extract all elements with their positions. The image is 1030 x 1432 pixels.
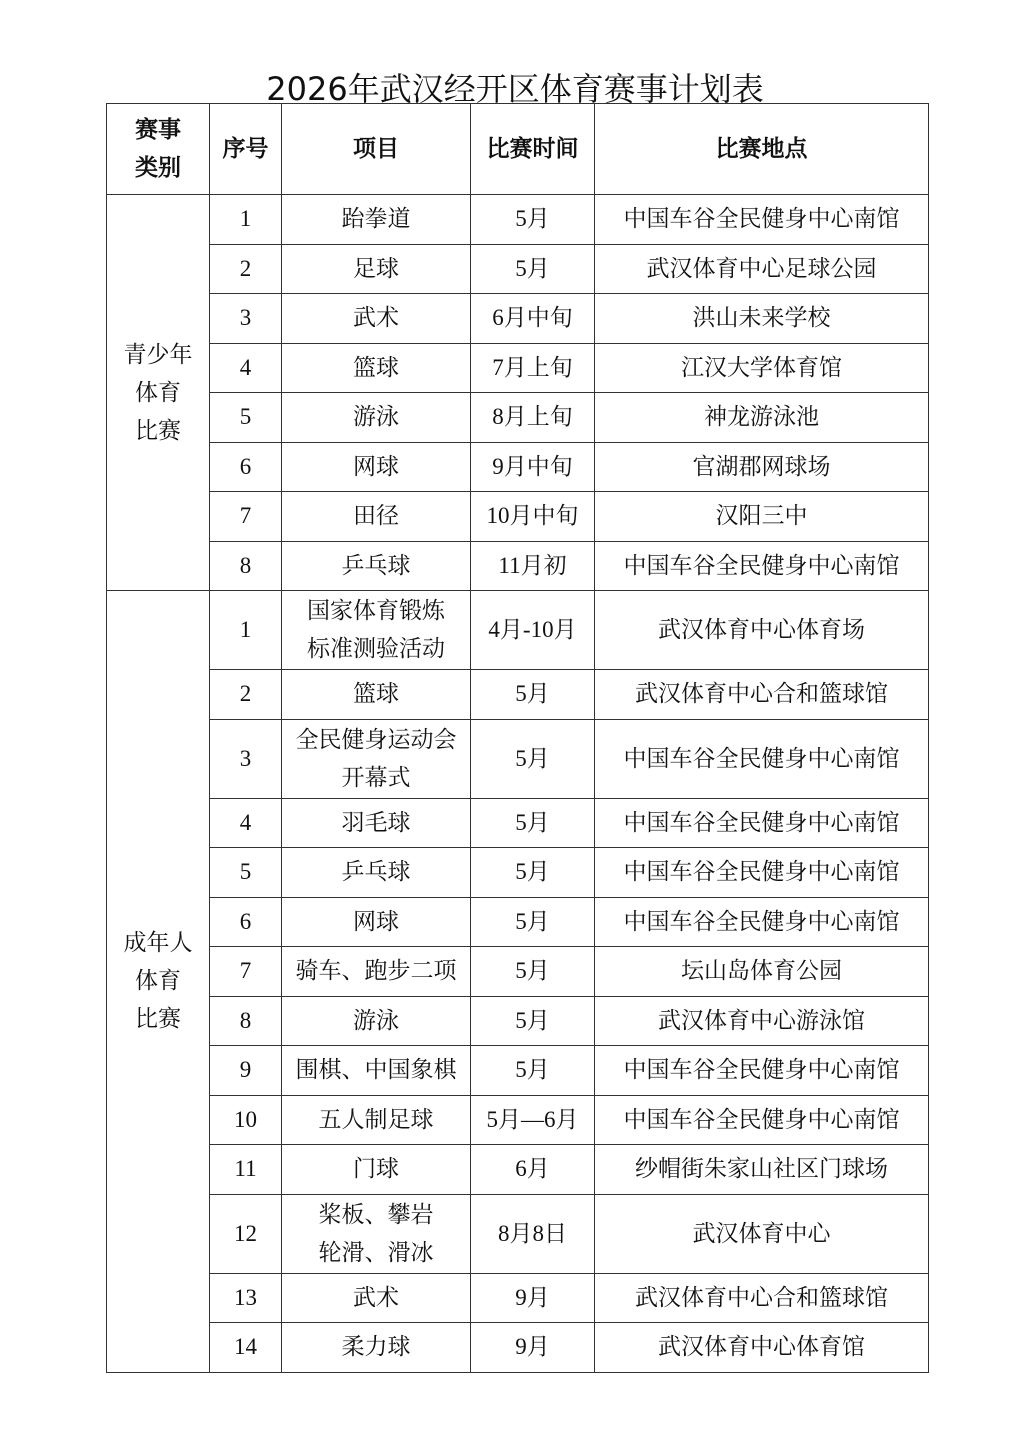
row-index: 4 xyxy=(210,343,282,393)
row-index: 5 xyxy=(210,848,282,898)
event-name-line: 标准测验活动 xyxy=(307,636,445,662)
row-index: 11 xyxy=(210,1145,282,1195)
event-venue: 武汉体育中心足球公园 xyxy=(595,244,929,294)
row-index: 8 xyxy=(210,541,282,591)
event-time: 6月 xyxy=(471,1145,595,1195)
header-category xyxy=(107,104,210,195)
row-index: 5 xyxy=(210,393,282,443)
event-time: 5月 xyxy=(471,1046,595,1096)
table-row xyxy=(107,1095,929,1145)
event-venue: 武汉体育中心体育馆 xyxy=(595,1323,929,1373)
row-index: 13 xyxy=(210,1273,282,1323)
event-time: 5月 xyxy=(471,848,595,898)
event-schedule-table xyxy=(106,103,929,1373)
event-time: 9月中旬 xyxy=(471,442,595,492)
event-name: 田径 xyxy=(282,492,471,542)
event-time: 4月-10月 xyxy=(471,591,595,670)
category-label-line: 比赛 xyxy=(135,1006,181,1033)
table-row xyxy=(107,492,929,542)
event-time: 5月 xyxy=(471,670,595,720)
header-index: 序号 xyxy=(210,104,282,195)
event-name-line: 开幕式 xyxy=(341,764,411,791)
table-row xyxy=(107,244,929,294)
row-index: 12 xyxy=(210,1194,282,1273)
row-index: 6 xyxy=(210,442,282,492)
event-name: 武术 xyxy=(282,1273,471,1323)
header-category-line: 类别 xyxy=(135,155,181,181)
event-venue: 武汉体育中心体育场 xyxy=(595,591,929,670)
event-venue: 中国车谷全民健身中心南馆 xyxy=(595,1046,929,1096)
event-venue: 中国车谷全民健身中心南馆 xyxy=(595,541,929,591)
event-venue: 中国车谷全民健身中心南馆 xyxy=(595,848,929,898)
event-venue: 神龙游泳池 xyxy=(595,393,929,443)
header-event: 项目 xyxy=(282,104,471,195)
table-header-row xyxy=(107,104,929,195)
table-body xyxy=(107,195,929,1373)
event-venue: 武汉体育中心合和篮球馆 xyxy=(595,670,929,720)
event-name-line: 桨板、攀岩 xyxy=(318,1201,434,1228)
row-index: 7 xyxy=(210,947,282,997)
table-row xyxy=(107,1273,929,1323)
event-name-line: 轮滑、滑冰 xyxy=(318,1239,434,1266)
category-cell xyxy=(107,195,210,591)
event-name: 足球 xyxy=(282,244,471,294)
event-time: 8月8日 xyxy=(471,1194,595,1273)
category-label-line: 体育 xyxy=(135,379,181,406)
row-index: 1 xyxy=(210,195,282,245)
row-index: 2 xyxy=(210,670,282,720)
table-row xyxy=(107,294,929,344)
event-time: 8月上旬 xyxy=(471,393,595,443)
event-venue: 中国车谷全民健身中心南馆 xyxy=(595,719,929,798)
event-name: 乒乓球 xyxy=(282,541,471,591)
row-index: 9 xyxy=(210,1046,282,1096)
table-row xyxy=(107,1323,929,1373)
event-time: 5月 xyxy=(471,195,595,245)
table-row xyxy=(107,670,929,720)
table-row xyxy=(107,719,929,798)
event-name: 篮球 xyxy=(282,343,471,393)
event-name: 游泳 xyxy=(282,996,471,1046)
event-name xyxy=(282,591,471,670)
event-time: 7月上旬 xyxy=(471,343,595,393)
event-name: 武术 xyxy=(282,294,471,344)
page-title: 2026年武汉经开区体育赛事计划表 xyxy=(266,70,764,109)
event-time: 5月 xyxy=(471,897,595,947)
category-label-line: 体育 xyxy=(135,968,181,995)
event-venue: 坛山岛体育公园 xyxy=(595,947,929,997)
row-index: 8 xyxy=(210,996,282,1046)
event-name: 游泳 xyxy=(282,393,471,443)
event-venue: 中国车谷全民健身中心南馆 xyxy=(595,195,929,245)
row-index: 7 xyxy=(210,492,282,542)
event-name: 网球 xyxy=(282,442,471,492)
row-index: 3 xyxy=(210,719,282,798)
event-venue: 中国车谷全民健身中心南馆 xyxy=(595,897,929,947)
row-index: 2 xyxy=(210,244,282,294)
row-index: 4 xyxy=(210,798,282,848)
event-time: 5月 xyxy=(471,244,595,294)
event-name-line: 全民健身运动会 xyxy=(295,726,457,753)
event-time: 5月 xyxy=(471,798,595,848)
event-time: 10月中旬 xyxy=(471,492,595,542)
header-time: 比赛时间 xyxy=(471,104,595,195)
table-row xyxy=(107,343,929,393)
event-venue: 武汉体育中心 xyxy=(595,1194,929,1273)
event-time: 6月中旬 xyxy=(471,294,595,344)
table-row xyxy=(107,1145,929,1195)
event-name: 围棋、中国象棋 xyxy=(282,1046,471,1096)
row-index: 1 xyxy=(210,591,282,670)
category-cell xyxy=(107,591,210,1373)
event-name: 骑车、跑步二项 xyxy=(282,947,471,997)
event-venue: 江汉大学体育馆 xyxy=(595,343,929,393)
category-label-line: 比赛 xyxy=(135,417,181,444)
row-index: 14 xyxy=(210,1323,282,1373)
table-row xyxy=(107,195,929,245)
event-name xyxy=(282,719,471,798)
table-row xyxy=(107,591,929,670)
header-venue: 比赛地点 xyxy=(595,104,929,195)
table-row xyxy=(107,798,929,848)
event-venue: 中国车谷全民健身中心南馆 xyxy=(595,798,929,848)
event-venue: 武汉体育中心合和篮球馆 xyxy=(595,1273,929,1323)
event-time: 11月初 xyxy=(471,541,595,591)
event-name: 门球 xyxy=(282,1145,471,1195)
category-label-line: 青少年 xyxy=(123,341,193,368)
event-name: 乒乓球 xyxy=(282,848,471,898)
event-venue: 官湖郡网球场 xyxy=(595,442,929,492)
table-row xyxy=(107,947,929,997)
event-name-line: 国家体育锻炼 xyxy=(307,598,445,624)
event-name xyxy=(282,1194,471,1273)
event-venue: 中国车谷全民健身中心南馆 xyxy=(595,1095,929,1145)
event-time: 5月 xyxy=(471,947,595,997)
table-row xyxy=(107,541,929,591)
event-venue: 纱帽街朱家山社区门球场 xyxy=(595,1145,929,1195)
event-time: 5月 xyxy=(471,719,595,798)
table-row xyxy=(107,848,929,898)
header-category-line: 赛事 xyxy=(135,117,181,143)
event-time: 9月 xyxy=(471,1323,595,1373)
event-time: 5月—6月 xyxy=(471,1095,595,1145)
event-venue: 汉阳三中 xyxy=(595,492,929,542)
category-label-line: 成年人 xyxy=(123,930,193,957)
event-venue: 武汉体育中心游泳馆 xyxy=(595,996,929,1046)
table-row xyxy=(107,442,929,492)
event-name: 跆拳道 xyxy=(282,195,471,245)
event-name: 五人制足球 xyxy=(282,1095,471,1145)
event-name: 网球 xyxy=(282,897,471,947)
row-index: 6 xyxy=(210,897,282,947)
table-row xyxy=(107,1194,929,1273)
table-row xyxy=(107,897,929,947)
event-name: 柔力球 xyxy=(282,1323,471,1373)
table-row xyxy=(107,393,929,443)
event-name: 羽毛球 xyxy=(282,798,471,848)
event-time: 5月 xyxy=(471,996,595,1046)
row-index: 3 xyxy=(210,294,282,344)
row-index: 10 xyxy=(210,1095,282,1145)
table-row xyxy=(107,996,929,1046)
event-venue: 洪山未来学校 xyxy=(595,294,929,344)
table-row xyxy=(107,1046,929,1096)
event-name: 篮球 xyxy=(282,670,471,720)
event-time: 9月 xyxy=(471,1273,595,1323)
